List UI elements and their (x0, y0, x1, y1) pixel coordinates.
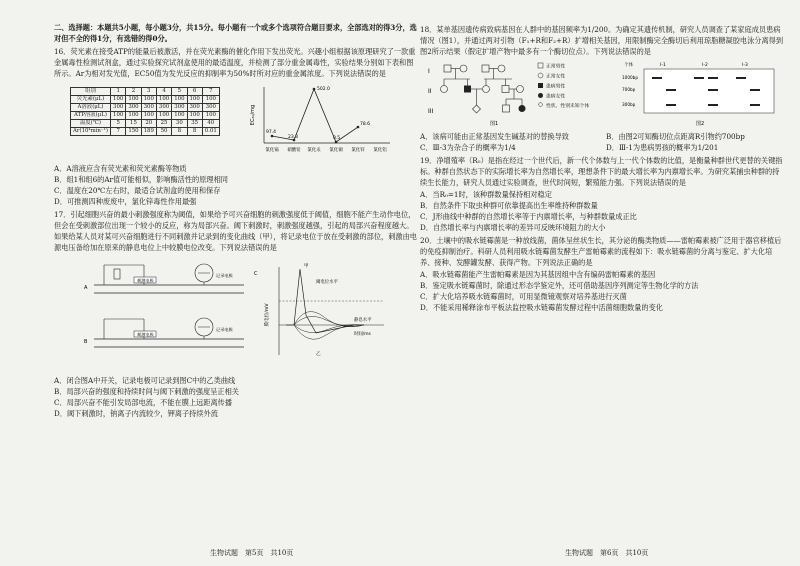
q16-table-cell: 1 (111, 88, 126, 96)
q17-xlabel: 时间/ms (354, 332, 371, 337)
q16-table-cell: 300 (141, 104, 156, 112)
q16-table-row (71, 120, 220, 128)
q18-fig1-caption: 图1 (490, 121, 499, 127)
q16-table-cell: 100 (111, 96, 126, 104)
q16-table-cell: 50 (156, 128, 171, 136)
q16-table-cell: 3 (141, 88, 156, 96)
q18-legend-1: 正常男性 (546, 64, 566, 70)
q16-table-cell: 100 (156, 96, 171, 104)
q16-option-c: C．温度在20℃左右时，最适合试剂盒的使用和保存 (54, 186, 221, 195)
q19-option-c: C．J形曲线中种群的自然增长率等于内禀增长率，与种群数量成正比 (420, 212, 637, 221)
q16-table-cell: 300 (111, 104, 126, 112)
q16-table-cell: 100 (187, 96, 202, 104)
q18-marker-700: 700bp (622, 87, 636, 92)
q20-stem: 20．土壤中的吸水链霉菌是一种放线菌，菌体呈丝状生长，其分泌的酶类物质——雷帕霉素被广泛用于器官移植后的免疫抑制治疗。科研人员利用吸水链霉菌发酵生产雷帕霉素的流程如下：吸水链霉菌的分离与鉴定、扩大化培养、接种、发酵罐发酵、获得产物。下列说法正确的是 (420, 236, 782, 267)
q18-legend-3: 患病男性 (546, 84, 566, 90)
q16-table-cell: 100 (111, 112, 126, 120)
q18-pedigree (420, 59, 620, 129)
q16-table-cell: 300 (187, 104, 202, 112)
q16-table-cell: 300 (156, 104, 171, 112)
q16-chart (250, 81, 400, 161)
q16-table-cell: 100 (172, 96, 187, 104)
q16-table-cell: 15 (126, 120, 141, 128)
q16-table-cell: 150 (126, 128, 141, 136)
q16-table-row (71, 112, 220, 120)
q16-label-5: 78.6 (360, 122, 371, 127)
q16-point-1 (271, 135, 274, 138)
q17-neuron-yi: 乙 (316, 352, 321, 357)
section-title: 二、选择题：本题共5小题，每小题3分，共15分。每小题有一个或多个选项符合题目要求，全部选对的得3分，选对但不全的得1分，有选错的得0分。 (54, 23, 417, 43)
q18-option-d: D．Ⅲ-1为患病男孩的概率为1/201 (606, 143, 719, 152)
q16-stem: 16．荧光素在接受ATP的能量后被激活，并在荧光素酶的催化作用下发出荧光。兴趣小组根据该原理研究了一款重金属毒性检测试剂盒，通过实验探究试剂盒使用的最适温度，并检测了部分重金属毒性，实验结果分别如下表和图所示。Ar为相对发光值，EC50值为发光反应的抑制率为50%时所对应的重金属浓度。下列说法错误的是 (54, 47, 416, 78)
left-page (54, 22, 420, 419)
q16-cat-4: 氯化铜 (329, 148, 343, 153)
q20-option-a: A．吸水链霉菌能产生雷帕霉素是因为其基因组中含有编码雷帕霉素的基因 (420, 270, 656, 279)
q19-stem: 19．净增殖率（R₀）是指在经过一个世代后，新一代个体数与上一代个体数的比值，是衡量种群世代更替的关键指标。种群自然状态下的实际增长率为自然增长率，理想条件下的最大增长率为内禀增长率。为研究某捕虫种群的持续生长能力，研究人员通过实验调查，世代时间短，繁殖能力强。下列说法错误的是 (420, 156, 783, 187)
q16-table-cell: ATP溶液(μL) (71, 112, 111, 120)
q17-option-a: A．闭合图A中开关，记录电极可记录到图C中的乙类曲线 (54, 376, 236, 385)
q16-option-d: D．可推测四种废废中，氯化锌毒性作用最强 (54, 197, 197, 206)
q17-label-rec-1: 记录电极 (216, 273, 233, 278)
q16-option-b: B．组1和组6的Ar值可能相似，影响酶活性的原理相同 (54, 175, 228, 184)
q18-gel-header-2: I-2 (702, 63, 708, 68)
q17-switch-c: C (254, 271, 258, 277)
q17-switch-b: B (84, 339, 88, 345)
q17-label-rec-2: 记录电极 (216, 327, 233, 332)
q16-point-5 (357, 126, 360, 129)
q18-options (420, 131, 786, 153)
q18-gen-ii: II (428, 88, 432, 95)
q16-table-row (71, 128, 220, 136)
q17-option-b: B．局部兴奋的强度和持续时间与阈下刺激的强度呈正相关 (54, 387, 239, 396)
q16-table-row (71, 104, 220, 112)
q16-table-cell: 100 (187, 112, 202, 120)
q16-table-cell: A溶液(μL) (71, 104, 111, 112)
q16-table (70, 87, 220, 136)
q16-chart-ylabel: EC₅₀/mg (250, 104, 256, 126)
q20-option-b: B．鉴定吸水链霉菌时，除通过形态学鉴定外，还可借助基因序列测定等生物化学的方法 (420, 281, 699, 290)
q20-option-c: C．扩大化培养吸水链霉菌时，可用显微镜观察对培养基进行灭菌 (420, 292, 627, 301)
footer-left: 生物试题 第5页 共10页 (210, 549, 294, 557)
q17-rest-label: 静息水平 (354, 318, 372, 323)
q16-table-cell: 20 (141, 120, 156, 128)
q16-cat-1: 氯化镉 (265, 148, 279, 153)
q18-gen-iii: III (428, 108, 434, 115)
q16-table-cell: 8 (172, 128, 187, 136)
q16-table-cell: 100 (202, 96, 219, 104)
q16-cat-2: 硝酸铅 (287, 148, 301, 153)
q16-table-row (71, 96, 220, 104)
q17-neuron-jia: 甲 (304, 264, 309, 269)
q19-option-d: D．自然增长率与内禀增长率的差异可反映环境阻力的大小 (420, 223, 606, 232)
q16-table-cell: 100 (156, 112, 171, 120)
q19-option-a: A．当R₀=1时，该种群数量保持相对稳定 (420, 190, 552, 199)
q16-label-4: 0.5 (333, 136, 341, 141)
q16-table-cell: 7 (111, 128, 126, 136)
q18-gel (620, 59, 780, 129)
q19-option-b: B．自然条件下取虫种群可依靠提高出生率维持种群数量 (420, 201, 598, 210)
q16-label-1: 97.4 (266, 130, 277, 135)
q16-label-2: 502.0 (317, 87, 330, 92)
q16-figure (54, 81, 420, 161)
q18-gen-i: I (428, 68, 430, 75)
q17-option-d: D．阈下刺激时，钠离子内流较少，钾离子持续外流 (54, 409, 218, 418)
q16-table-cell: Ar(10⁴min⁻¹) (71, 128, 111, 136)
q16-table-cell: 2 (126, 88, 141, 96)
q18-legend-4: 患病女性 (546, 94, 566, 100)
q16-table-cell: 300 (172, 104, 187, 112)
q18-legend-5: 性状、性别未知个体 (546, 104, 590, 109)
q18-legend-2: 正常女性 (546, 74, 566, 80)
q18-option-c: C．Ⅲ-3为杂合子的概率为1/4 (420, 143, 516, 152)
q18-gel-header-1: I-1 (660, 63, 666, 68)
right-page (420, 22, 786, 313)
q18-marker-1000: 1000bp (622, 75, 638, 80)
q16-chart-line (272, 89, 358, 142)
q16-point-3 (313, 88, 316, 91)
q16-table-row (71, 88, 220, 96)
q16-table-cell: 25 (156, 120, 171, 128)
q17-label-stim-2: 刺激电极 (137, 332, 154, 337)
q16-cat-3: 氯化汞 (307, 148, 321, 153)
q18-gel-header-3: I-3 (742, 63, 748, 68)
q16-label-3: 23.3 (288, 135, 299, 140)
q18-stem: 18．某单基因遗传病致病基因在人群中的基因频率为1/200。为确定其遗传机制，研究人员调查了某家庭成员患病情况（图1），并通过两对引物（F₁+R和F₂+R）扩增相关基因，用限制酶完全酶切后利用琼脂糖凝胶电泳分离得到图2所示结果（假定扩增产物中最多有一个酶切位点）。下列说法错误的是 (420, 25, 784, 56)
q17-diagram (54, 255, 420, 373)
q16-table-cell: 5 (111, 120, 126, 128)
q16-table-cell: 100 (202, 112, 219, 120)
q18-option-b: B．由图2可知酶切位点距离R引物约700bp (606, 132, 745, 141)
q17-option-c: C．局部兴奋不能引发局部电流，不能在膜上远距离传播 (54, 398, 233, 407)
q16-table-cell: 6 (187, 88, 202, 96)
q17-switch-a: A (84, 285, 88, 291)
q16-table-cell: 30 (172, 120, 187, 128)
q16-table-cell: 0.01 (202, 128, 219, 136)
q16-table-cell: 100 (172, 112, 187, 120)
q16-table-cell: 300 (126, 104, 141, 112)
q16-cat-6: 氯化铝 (373, 148, 387, 153)
q16-table-cell: 300 (202, 104, 219, 112)
q17-label-stim-1: 刺激电极 (137, 278, 154, 283)
q16-table-cell: 4 (156, 88, 171, 96)
q16-table-cell: 100 (126, 112, 141, 120)
q20-option-d: D．不能采用稀释涂布平板法监控吸水链霉菌发酵过程中活菌细胞数量的变化 (420, 303, 663, 312)
q16-option-a: A．A溶液应含有荧光素和荧光素酶等物质 (54, 164, 187, 173)
footer-right: 生物试题 第6页 共10页 (565, 549, 649, 557)
q17-threshold-label: 阈电位水平 (316, 280, 338, 285)
q18-gel-header-0: 个体 (624, 63, 633, 68)
q16-table-cell: 5 (172, 88, 187, 96)
q17-stem: 17．引起细胞兴奋的最小刺激强度称为阈值，如果给予可兴奋细胞的刺激强度低于阈值，细胞不能产生动作电位，但会在受刺激部位出现一个较小的反应，称为局部兴奋。阈下刺激时，刺激强度越强，引起的局部兴奋程度越大。如果给某人员对某可兴奋细胞进行不同刺激并记录到的变化曲线（甲），将记录电位于放在受刺激的部位，刺激由电源电压备给加在原来的静息电位上中较膜电位改变。下列说法错误的是 (54, 210, 417, 252)
q16-table-cell: 35 (187, 120, 202, 128)
q16-table-cell: 100 (126, 96, 141, 104)
q16-table-cell: 40 (202, 120, 219, 128)
q16-table-cell: 189 (141, 128, 156, 136)
q16-table-cell: 温度(℃) (71, 120, 111, 128)
q18-option-a: A．该病可能由正常基因发生碱基对的替换导致 (420, 132, 569, 141)
q18-fig2-caption: 图2 (696, 121, 705, 127)
q18-figure (420, 59, 786, 129)
q17-figure (54, 255, 420, 373)
q16-table-cell: 荧光素(μL) (71, 96, 111, 104)
q16-table-cell: 100 (141, 96, 156, 104)
q16-table-cell: 100 (141, 112, 156, 120)
q16-table-cell: 8 (187, 128, 202, 136)
q16-table-cell: 组别 (71, 88, 111, 96)
q18-marker-300: 300bp (622, 102, 636, 107)
q16-point-4 (335, 141, 338, 144)
q16-cat-5: 氯化锌 (351, 148, 365, 153)
q16-table-cell: 7 (202, 88, 219, 96)
q17-ylabel: 膜电位/mV (265, 303, 270, 327)
